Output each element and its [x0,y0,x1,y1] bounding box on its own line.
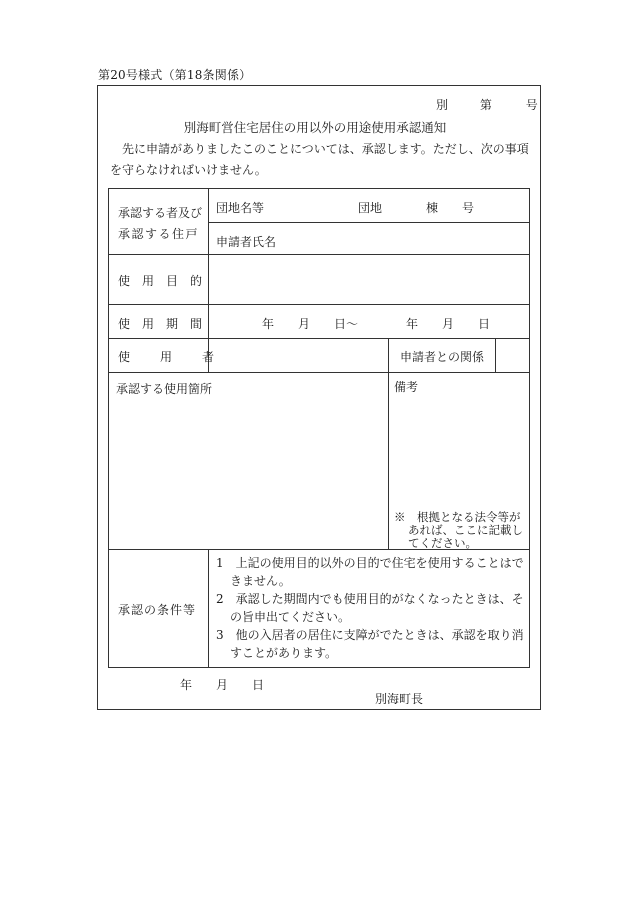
condition-item-1 [216,554,524,662]
user-label: 使用者 [118,350,245,364]
condition-2-line1: 2 承認した期間内でも使用目的がなくなったときは、そ [216,592,524,606]
row-divider [108,254,530,255]
relation-label: 申請者との関係 [400,350,485,364]
building-label: 棟 [426,201,439,215]
period-label: 使用期間 [118,317,215,331]
condition-1-line2: きません。 [230,574,291,588]
column-divider [495,338,496,372]
intro-text: 先に申請がありましたこのことについては、承認します。ただし、次の事項を守らなければいけません。 [110,142,529,177]
dwelling-label: 承認する住戸 [118,227,200,241]
row-divider [208,222,530,223]
condition-2-line2: の旨申出てください。 [230,610,351,624]
document-number [436,96,538,113]
table-border-right [529,188,530,668]
unit-number-label: 号 [462,201,475,215]
issuer-mayor: 別海町長 [375,692,424,706]
conditions-label: 承認の条件等 [118,603,197,617]
column-divider [388,338,389,549]
remarks-note-3: てください。 [408,536,477,550]
doc-number-dai: 第 [479,98,492,112]
table-border-bottom [108,667,530,668]
condition-3-line1: 3 他の入居者の居住に支障がでたときは、承認を取り消 [216,628,524,642]
purpose-label: 使用目的 [118,274,215,288]
period-value: 年 月 日〜 年 月 日 [262,317,491,331]
table-border-left [108,188,109,668]
document-title: 別海町営住宅居住の用以外の用途使用承認通知 [183,120,447,135]
danchi-name-label: 団地名等 [216,201,265,215]
row-divider [108,338,530,339]
column-divider [208,549,209,667]
table-border-top [108,188,530,189]
condition-3-line2: すことがあります。 [230,646,338,660]
condition-1-line1: 1 上記の使用目的以外の目的で住宅を使用することはで [216,556,524,570]
issue-date: 年 月 日 [180,678,265,692]
remarks-note-2: あれば、ここに記載し [408,523,523,537]
remarks-label: 備考 [394,380,419,394]
location-label: 承認する使用箇所 [116,382,213,396]
doc-number-go: 号 [525,98,538,112]
doc-number-prefix: 別 [436,98,449,112]
danchi-label: 団地 [358,201,383,215]
row-divider [108,372,530,373]
remarks-note-1: ※ 根拠となる法令等が [394,510,521,524]
form-number-label: 第20号様式（第18条関係） [98,68,252,82]
row-divider [108,304,530,305]
applicant-name-label: 申請者氏名 [216,235,277,249]
approval-table [108,188,530,668]
applicant-label: 承認する者及び [118,206,203,220]
